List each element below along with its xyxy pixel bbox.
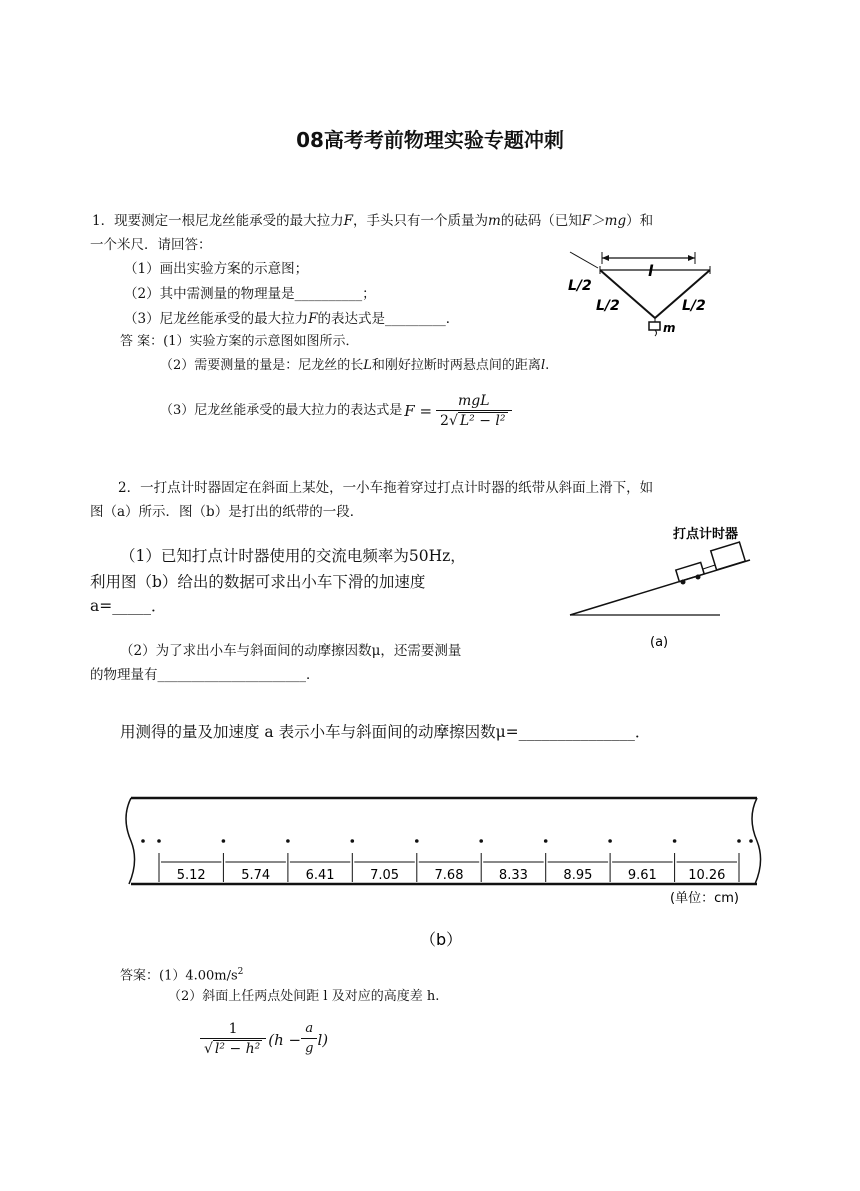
q1-answer2-text-c: . bbox=[545, 358, 550, 373]
q1-answer2-var-l: l bbox=[540, 358, 546, 373]
q1-formula-den-radicand: L² − l² bbox=[459, 412, 506, 429]
q1-sub3 bbox=[124, 308, 459, 330]
q2-fig-a-caption: (a) bbox=[650, 635, 669, 650]
q2-sub2-line2: 的物理量有______________________． bbox=[90, 667, 320, 683]
q2-figure-a-incline bbox=[565, 520, 765, 650]
q1-answer1: 答 案：(1）实验方案的示意图如图所示． bbox=[120, 334, 359, 349]
q1-sub3-text-b: 的表达式是_________． bbox=[317, 311, 460, 327]
tape-dot bbox=[415, 839, 419, 843]
q1-answer2-var-L: L bbox=[363, 358, 372, 373]
q2-stem-line1: 2．一打点计时器固定在斜面上某处，一小车拖着穿过打点计时器的纸带从斜面上滑下，如 bbox=[118, 480, 654, 496]
tape-dot bbox=[544, 839, 548, 843]
q1-formula-numerator: mgL bbox=[436, 392, 511, 411]
q1-fig-label-m: m bbox=[663, 321, 676, 335]
q2-formula-g: g bbox=[305, 1041, 314, 1056]
q1-stem-text-c: 的砝码（已知 bbox=[500, 213, 582, 229]
tape-interval-label: 10.26 bbox=[688, 868, 726, 883]
tape-dot bbox=[479, 839, 483, 843]
tape-interval-label: 5.12 bbox=[176, 868, 206, 883]
q2-formula-radicand: l² − h² bbox=[214, 1041, 261, 1057]
q2-formula-numerator: 1 bbox=[200, 1020, 266, 1039]
q2-formula-a-over-g bbox=[301, 1020, 317, 1059]
tape-interval-label: 5.74 bbox=[241, 868, 271, 883]
q1-formula-den-coef: 2 bbox=[440, 412, 449, 429]
q2-answer1-sup: 2 bbox=[237, 967, 244, 977]
q2-stem-line2: 图（a）所示．图（b）是打出的纸带的一段． bbox=[90, 504, 364, 520]
q1-stem-text-a: 1．现要测定一根尼龙丝能承受的最大拉力 bbox=[92, 213, 344, 229]
q1-answer3 bbox=[160, 388, 512, 434]
tape-dot bbox=[608, 839, 612, 843]
q1-fig-label-mid-right: L/2 bbox=[682, 298, 706, 314]
tape-dot bbox=[141, 839, 145, 843]
tape-interval-label: 9.61 bbox=[627, 868, 657, 883]
tape-interval-label: 6.41 bbox=[305, 868, 335, 883]
q2-figure-b-tape bbox=[125, 790, 765, 955]
q1-answer3-text: （3）尼龙丝能承受的最大拉力的表达式是 bbox=[160, 403, 403, 418]
q2-formula-fraction bbox=[200, 1020, 266, 1059]
q1-sub2: （2）其中需测量的物理量是__________； bbox=[124, 286, 376, 302]
q2-formula bbox=[200, 1020, 328, 1059]
q2-sub2-line1: （2）为了求出小车与斜面间的动摩擦因数μ，还需要测量 bbox=[120, 643, 462, 659]
q2-sub1-line3: a=_____． bbox=[90, 597, 167, 615]
q1-formula-denominator: 2√ L² − l² bbox=[440, 412, 506, 429]
q2-answer2: （2）斜面上任两点处间距 l 及对应的高度差 h. bbox=[168, 989, 440, 1004]
tape-unit-label: (单位：cm) bbox=[670, 891, 739, 906]
q1-sub3-var-F: F bbox=[308, 311, 318, 327]
page-title: 08高考考前物理实验专题冲刺 bbox=[296, 128, 564, 152]
q1-formula-lhs: F = bbox=[404, 402, 433, 420]
tape-dots-group bbox=[141, 839, 753, 843]
q2-fig-b-caption: （b） bbox=[420, 930, 463, 949]
q2-formula-a: a bbox=[301, 1020, 317, 1039]
q2-mu-line: 用测得的量及加速度 a 表示小车与斜面间的动摩擦因数μ=_______________． bbox=[120, 723, 651, 741]
q1-stem-text-b: ，手头只有一个质量为 bbox=[352, 213, 488, 229]
tape-dot bbox=[749, 839, 753, 843]
q2-answer1-text: 答案：(1）4.00m/s bbox=[120, 968, 238, 984]
q1-sub3-text-a: （3）尼龙丝能承受的最大拉力 bbox=[124, 311, 309, 327]
tape-dot bbox=[737, 839, 741, 843]
tape-dot bbox=[222, 839, 226, 843]
tape-interval-label: 8.33 bbox=[498, 868, 528, 883]
tape-dot bbox=[157, 839, 161, 843]
q1-figure-triangle bbox=[560, 240, 730, 340]
q2-formula-rhs-b: l) bbox=[317, 1030, 329, 1049]
q2-sub1-line2: 利用图（b）给出的数据可求出小车下滑的加速度 bbox=[90, 573, 426, 591]
q1-var-F: F bbox=[343, 213, 353, 229]
q1-formula-fraction bbox=[436, 392, 511, 431]
tape-interval-label: 7.68 bbox=[434, 868, 464, 883]
q1-condition: F＞mg bbox=[581, 213, 627, 229]
tape-interval-label: 8.95 bbox=[563, 868, 593, 883]
q2-answer1 bbox=[120, 961, 243, 987]
q2-formula-denominator: √ l² − h² bbox=[204, 1041, 261, 1057]
tape-dot bbox=[286, 839, 290, 843]
q2-formula-rhs-a: (h − bbox=[268, 1030, 302, 1049]
q1-answer2-text-a: （2）需要测量的量是：尼龙丝的长 bbox=[160, 358, 364, 373]
q1-fig-label-mid-left: L/2 bbox=[596, 298, 620, 314]
q1-var-m: m bbox=[487, 213, 501, 229]
q1-stem-text-d: ）和 bbox=[626, 213, 654, 229]
q1-sub1: （1）画出实验方案的示意图； bbox=[124, 261, 309, 277]
q1-answer2-text-b: 和刚好拉断时两悬点间的距离 bbox=[371, 358, 541, 373]
q1-fig-label-l: l bbox=[648, 262, 654, 280]
tape-dot bbox=[673, 839, 677, 843]
q1-fig-label-left: L/2 bbox=[568, 278, 592, 294]
tape-dot bbox=[351, 839, 355, 843]
q2-sub1-line1: （1）已知打点计时器使用的交流电频率为50Hz， bbox=[120, 547, 466, 565]
q1-stem-line2: 一个米尺．请回答： bbox=[90, 237, 212, 253]
q2-fig-a-timer-label: 打点计时器 bbox=[673, 527, 739, 542]
q1-stem-line1 bbox=[92, 210, 653, 232]
q1-answer2 bbox=[160, 355, 549, 377]
tape-interval-label: 7.05 bbox=[370, 868, 400, 883]
tape-labels-group bbox=[177, 868, 726, 883]
